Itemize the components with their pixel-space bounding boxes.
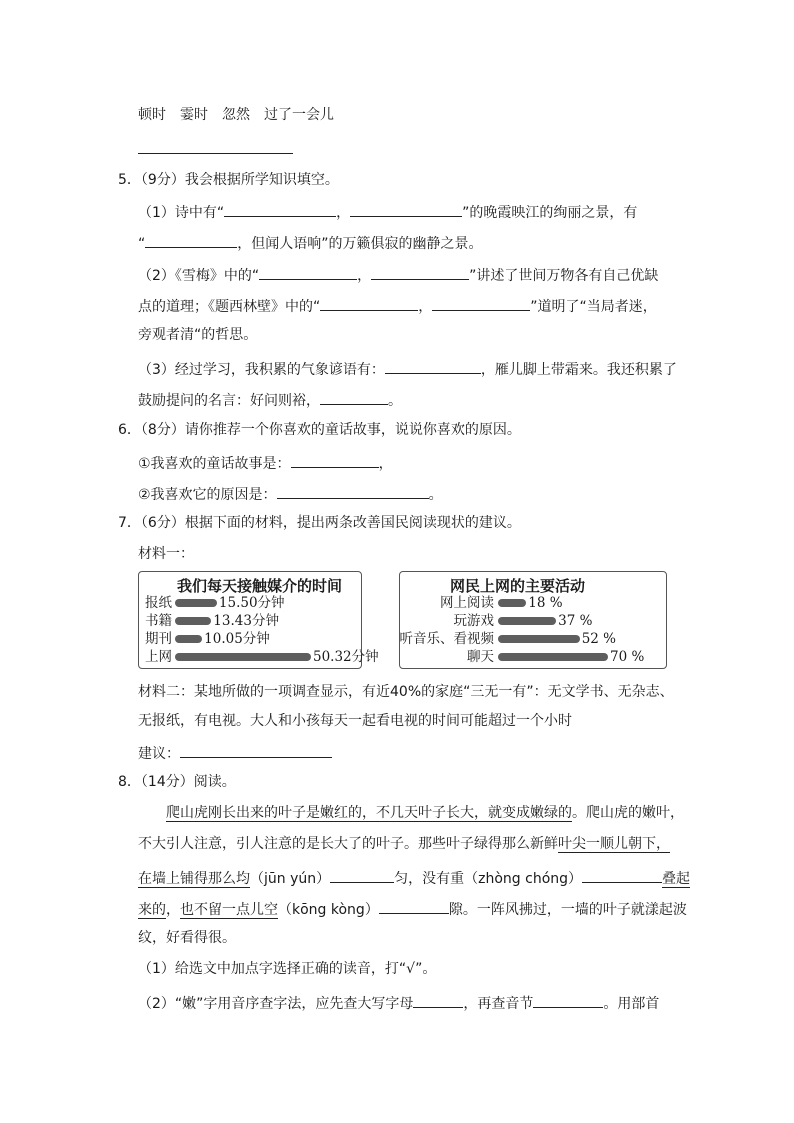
blank-8-1[interactable] — [330, 866, 394, 883]
text: 匀，没有重 — [394, 871, 465, 887]
q5-line-7 — [138, 388, 402, 411]
q6-heading: 6．（8分）请你推荐一个你喜欢的童话故事，说说你喜欢的原因。 — [118, 422, 521, 438]
text: ①我喜欢的童话故事是： — [138, 456, 291, 472]
q6-line-2 — [138, 482, 443, 505]
category-label: 玩游戏 — [453, 613, 494, 629]
advice-line — [138, 741, 332, 764]
text: 。用部首 — [603, 996, 660, 1012]
text: ，雁儿脚上带霜来。我还积累了 — [480, 362, 677, 378]
text: 不大引人注意，引人注意的是长大了的叶子。那些叶子绿得那么新鲜 — [138, 836, 558, 852]
underlined-text: 也不留一点儿空 — [180, 902, 278, 918]
underlined-text: 叠起 — [662, 871, 691, 887]
blank-8-2[interactable] — [582, 866, 662, 883]
bar — [498, 653, 608, 661]
q5-line-1 — [138, 200, 637, 223]
blank-8-5[interactable] — [533, 991, 603, 1008]
chart-row — [139, 612, 361, 630]
passage-line-2 — [138, 834, 670, 854]
online-activity-chart — [399, 571, 667, 669]
chart-row — [400, 630, 666, 648]
pinyin-option: （zhòng chóng） — [464, 871, 583, 887]
blank-5-8[interactable] — [385, 357, 481, 374]
blank-8-3[interactable] — [379, 897, 449, 914]
text: ， — [336, 205, 351, 221]
text: ， — [378, 456, 393, 472]
blank-5-2[interactable] — [350, 200, 462, 217]
chart-title: 我们每天接触媒介的时间 — [177, 577, 343, 595]
value-label: 18 % — [528, 595, 563, 611]
q5-line-2 — [138, 231, 483, 254]
underlined-text: 在墙上铺得那么均 — [138, 871, 250, 887]
bar — [498, 635, 580, 643]
pinyin-option: （jūn yún） — [250, 871, 331, 887]
text: 隙。一阵风拂过，一墙的叶子就漾起波 — [448, 902, 687, 918]
text: “ — [138, 236, 146, 252]
text: ②我喜欢它的原因是： — [138, 487, 277, 503]
pinyin-option: （kōng kòng） — [278, 902, 379, 918]
text: （3）经过学习，我积累的气象谚语有： — [138, 362, 385, 378]
passage-line-4 — [138, 897, 687, 920]
text: 鼓励提问的名言：好问则裕， — [138, 393, 320, 409]
bar — [175, 599, 217, 607]
value-label: 13.43分钟 — [213, 613, 279, 629]
passage-line-3 — [138, 866, 690, 889]
passage-line-1 — [166, 803, 684, 823]
q8-sub-1: （1）给选文中加点字选择正确的读音，打“√”。 — [138, 961, 437, 977]
category-label: 报纸 — [145, 595, 172, 611]
blank-5-5[interactable] — [371, 263, 469, 280]
bar — [498, 617, 556, 625]
bar — [175, 653, 311, 661]
q5-line-3 — [138, 263, 658, 286]
value-label: 37 % — [558, 613, 593, 629]
blank-6-1[interactable] — [291, 451, 379, 468]
blank-5-7[interactable] — [432, 294, 530, 311]
answer-blank-0[interactable] — [138, 153, 293, 154]
value-label: 15.50分钟 — [218, 595, 285, 611]
category-label: 书籍 — [145, 613, 172, 629]
category-label: 聊天 — [467, 649, 494, 665]
passage-line-5: 纹，好看得很。 — [138, 930, 236, 946]
chart-row — [400, 612, 666, 630]
bar — [175, 617, 211, 625]
chart-row — [139, 630, 361, 648]
value-label: 70 % — [610, 649, 645, 665]
q5-heading: 5．（9分）我会根据所学知识填空。 — [118, 172, 339, 188]
text: ， — [166, 902, 180, 918]
q7-heading: 7．（6分）根据下面的材料，提出两条改善国民阅读现状的建议。 — [118, 515, 521, 531]
text: （1）诗中有“ — [138, 205, 225, 221]
text: （2）《雪梅》中的“ — [138, 268, 260, 284]
blank-6-2[interactable] — [277, 482, 429, 499]
blank-7-1[interactable] — [180, 741, 332, 758]
blank-5-1[interactable] — [224, 200, 336, 217]
category-label: 听音乐、看视频 — [399, 631, 494, 647]
value-label: 52 % — [581, 631, 617, 647]
text: 。爬山虎的嫩叶， — [572, 805, 684, 821]
bar — [498, 599, 526, 607]
chart-title: 网民上网的主要活动 — [450, 577, 586, 595]
q5-line-6 — [138, 357, 677, 380]
word-options: 顿时 霎时 忽然 过了一会儿 — [138, 107, 334, 123]
q5-line-4 — [138, 294, 657, 317]
bar — [175, 635, 202, 643]
material-two-line-2: 无报纸，有电视。大人和小孩每天一起看电视的时间可能超过一个小时 — [138, 713, 572, 729]
text: 。 — [428, 487, 443, 503]
text: 。 — [388, 393, 402, 409]
underlined-text: 来的 — [138, 902, 166, 918]
value-label: 50.32分钟 — [313, 649, 379, 665]
underlined-text: 爬山虎刚长出来的叶子是嫩红的，不几天叶子长大，就变成嫩绿的 — [166, 805, 572, 821]
text: ，再查音节 — [463, 996, 534, 1012]
text: ， — [418, 299, 433, 315]
chart-row — [400, 648, 666, 666]
q6-line-1 — [138, 451, 393, 474]
text: （2）“嫩”字用音序查字法，应先查大写字母 — [138, 996, 414, 1012]
text: 建议： — [138, 746, 180, 762]
material-two-line-1: 材料二：某地所做的一项调查显示，有近40%的家庭“三无一有”：无文学书、无杂志、 — [138, 684, 674, 700]
blank-5-6[interactable] — [320, 294, 418, 311]
text: ， — [357, 268, 372, 284]
blank-5-4[interactable] — [259, 263, 357, 280]
text: ”的晚霞映江的绚丽之景，有 — [462, 205, 638, 221]
underlined-text: 叶尖一顺儿朝下， — [558, 836, 670, 852]
category-label: 上网 — [145, 649, 172, 665]
chart-row — [139, 648, 379, 666]
blank-5-3[interactable] — [145, 231, 237, 248]
text: ”道明了“当局者迷， — [530, 299, 657, 315]
blank-5-9[interactable] — [320, 388, 388, 405]
text: 点的道理；《题西林壁》中的“ — [138, 299, 321, 315]
category-label: 网上阅读 — [440, 595, 494, 611]
q8-sub-2 — [138, 991, 659, 1014]
q8-heading: 8．（14分）阅读。 — [118, 774, 236, 790]
q5-line-5: 旁观者清“的哲思。 — [138, 327, 258, 343]
chart-row — [139, 594, 361, 612]
text: ”讲述了世间万物各有自己优缺 — [469, 268, 659, 284]
chart-row — [400, 594, 666, 612]
material-one-label: 材料一： — [138, 546, 194, 562]
category-label: 期刊 — [145, 631, 172, 647]
blank-8-4[interactable] — [413, 991, 463, 1008]
value-label: 10.05分钟 — [204, 631, 270, 647]
media-time-chart — [138, 571, 379, 669]
text: ，但闻人语响”的万籁俱寂的幽静之景。 — [237, 236, 483, 252]
